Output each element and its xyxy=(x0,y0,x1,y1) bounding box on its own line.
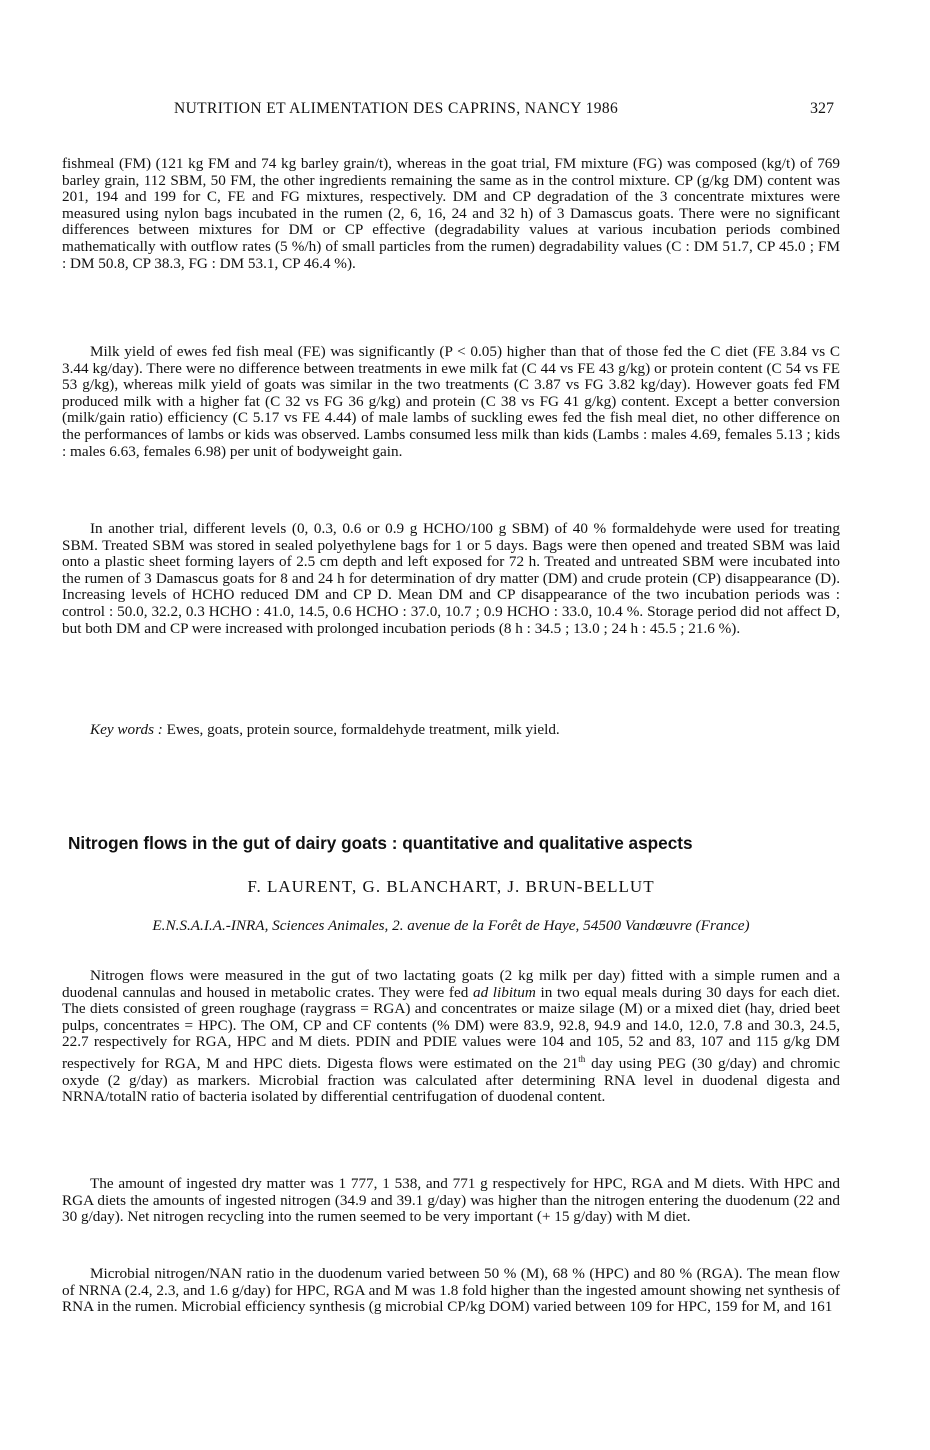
paragraph xyxy=(62,156,840,272)
article-title: Nitrogen flows in the gut of dairy goats : quantitative and qualitative aspects xyxy=(68,833,693,853)
article-authors: F. LAURENT, G. BLANCHART, J. BRUN-BELLUT xyxy=(247,877,655,896)
paragraph xyxy=(62,1176,840,1226)
paragraph xyxy=(62,968,840,1106)
running-header xyxy=(62,100,840,122)
paragraph xyxy=(62,1266,840,1316)
page-number: 327 xyxy=(810,100,834,117)
keywords-text: Ewes, goats, protein source, formaldehyde treatment, milk yield. xyxy=(162,721,560,738)
paragraph-text: fishmeal (FM) (121 kg FM and 74 kg barley grain/t), whereas in the goat trial, FM mixture (FG) was composed (kg/t) of 769 barley grain, 112 SBM, 50 FM, the other ingredients remaining the same as in the control mixture. CP (g/kg DM) content was 201, 194 and 199 for C, FE and FG mixtures, respectively. DM and CP degradation of the 3 concentrate mixtures were measured using nylon bags incubated in the rumen (2, 6, 16, 24 and 32 h) of 3 Damascus goats. There were no significant differences between mixtures for DM or CP effective (degradability values at various incubation periods combined mathematically with outflow rates (5 %/h) of small particles from the rumen) degradability values (C : DM 51.7, CP 45.0 ; FM : DM 50.8, CP 38.3, FG : DM 53.1, CP 46.4 %). xyxy=(62,155,840,272)
paragraph xyxy=(62,521,840,637)
running-header-title: NUTRITION ET ALIMENTATION DES CAPRINS, NANCY 1986 xyxy=(174,100,619,117)
article-affiliation: E.N.S.A.I.A.-INRA, Sciences Animales, 2. avenue de la Forêt de Haye, 54500 Vandœuvre (France) xyxy=(152,917,750,934)
keywords-label: Key words : xyxy=(90,721,163,738)
paragraph-text: Nitrogen flows were measured in the gut of two lactating goats (2 kg milk per day) fitted with a simple rumen and a duodenal cannulas and housed in metabolic crates. They were fed ad libitum in two equal meals during 30 days for each diet. The diets consisted of green roughage (raygrass = RGA) and concentrates or maize silage (M) or a mixed diet (hay, dried beet pulps, concentrates = HPC). The OM, CP and CF contents (% DM) were 83.9, 92.8, 94.9 and 14.0, 12.0, 7.8 and 30.3, 24.5, 22.7 respectively for RGA, HPC and M diets. PDIN and PDIE values were 104 and 105, 52 and 83, 107 and 115 g/kg DM respectively for RGA, M and HPC diets. Digesta flows were estimated on the 21th day using PEG (30 g/day) and chromic oxyde (2 g/day) as markers. Microbial fraction was calculated after determining RNA level in duodenal digesta and NRNA/totalN ratio of bacteria isolated by differential centrifugation of duodenal content. xyxy=(62,967,840,1106)
keywords xyxy=(62,722,840,739)
paragraph-text: Milk yield of ewes fed fish meal (FE) was significantly (P < 0.05) higher than that of those fed the C diet (FE 3.84 vs C 3.44 kg/day). There were no difference between treatments in ewe milk fat (C 44 vs FE 43 g/kg) or protein content (C 54 vs FE 53 g/kg), whereas milk yield of goats was similar in the two treatments (C 3.87 vs FG 3.82 kg/day). However goats fed FM produced milk with a higher fat (C 32 vs FG 36 g/kg) and protein (C 38 vs FG 41 g/kg) content. Except a better conversion (milk/gain ratio) efficiency (C 5.17 vs FE 4.44) of male lambs of suckling ewes fed the fish meal diet, no other difference on the performances of lambs or kids was observed. Lambs consumed less milk than kids (Lambs : males 4.69, females 5.13 ; kids : males 6.63, females 6.98) per unit of bodyweight gain. xyxy=(62,343,840,460)
paragraph xyxy=(62,344,840,460)
paragraph-text: Microbial nitrogen/NAN ratio in the duodenum varied between 50 % (M), 68 % (HPC) and 80 % (RGA). The mean flow of NRNA (2.4, 2.3, and 1.6 g/day) for HPC, RGA and M was 1.8 fold higher than the ingested amount showing net synthesis of RNA in the rumen. Microbial efficiency synthesis (g microbial CP/kg DOM) varied between 109 for HPC, 159 for M, and 161 xyxy=(62,1265,840,1316)
paragraph-text: In another trial, different levels (0, 0.3, 0.6 or 0.9 g HCHO/100 g SBM) of 40 % formaldehyde were used for treating SBM. Treated SBM was stored in sealed polyethylene bags for 1 or 5 days. Bags were then opened and treated SBM was laid onto a plastic sheet forming layers of 2.5 cm depth and left exposed for 72 h. Treated and untreated SBM were incubated into the rumen of 3 Damascus goats for 8 and 24 h for determination of dry matter (DM) and crude protein (CP) disappearance (D). Increasing levels of HCHO reduced DM and CP D. Mean DM and CP disappearance of the two incubation periods was : control : 50.0, 32.2, 0.3 HCHO : 41.0, 14.5, 0.6 HCHO : 37.0, 10.7 ; 0.9 HCHO : 33.0, 10.4 %. Storage period did not affect D, but both DM and CP were increased with prolonged incubation periods (8 h : 34.5 ; 13.0 ; 24 h : 45.5 ; 21.6 %). xyxy=(62,520,840,637)
paragraph-text: The amount of ingested dry matter was 1 777, 1 538, and 771 g respectively for HPC, RGA and M diets. With HPC and RGA diets the amounts of ingested nitrogen (34.9 and 39.1 g/day) was higher than the nitrogen entering the duodenum (22 and 30 g/day). Net nitrogen recycling into the rumen seemed to be very important (+ 15 g/day) with M diet. xyxy=(62,1175,840,1226)
